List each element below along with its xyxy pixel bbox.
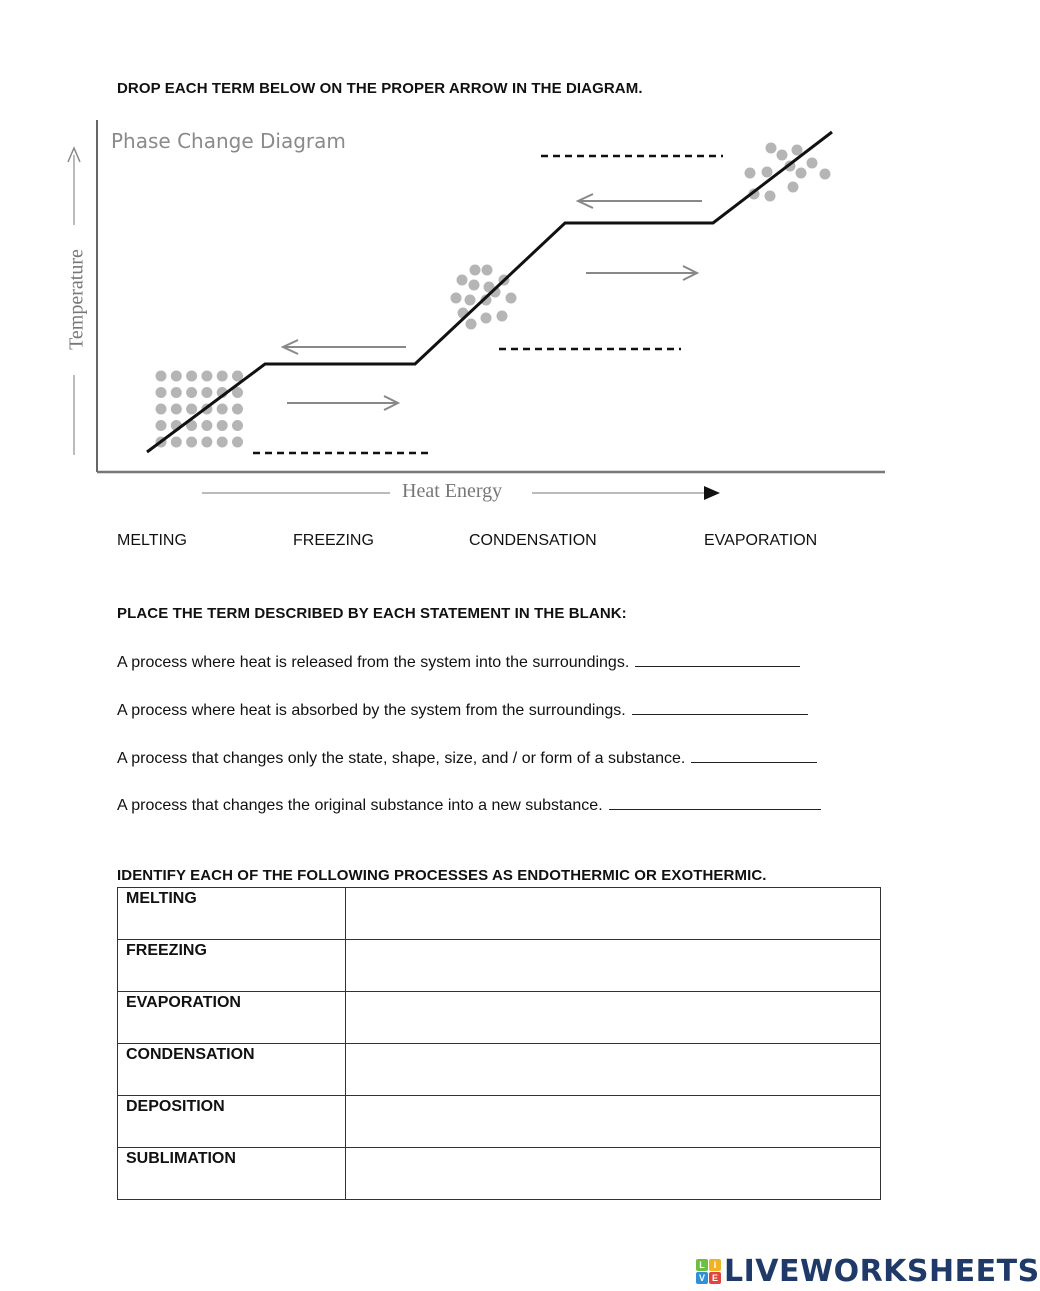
logo-tile: L [696,1259,708,1271]
process-label: DEPOSITION [118,1096,346,1148]
answer-blank[interactable] [609,795,821,810]
solid-particle [232,437,243,448]
solid-particle [217,437,228,448]
process-label: FREEZING [118,940,346,992]
section3-heading: IDENTIFY EACH OF THE FOLLOWING PROCESSES AS ENDOTHERMIC OR EXOTHERMIC. [117,867,767,884]
answer-blank[interactable] [691,748,817,763]
solid-particle [186,387,197,398]
logo-tiles-icon [696,1259,721,1284]
process-label: SUBLIMATION [118,1148,346,1200]
table-row [118,1044,881,1096]
statement-row [117,652,800,672]
solid-particle [217,371,228,382]
arrow-left-upper [578,194,702,208]
y-axis-label: Temperature [65,249,88,350]
statement-text: A process that changes the original substance into a new substance. [117,797,603,814]
logo-tile: I [709,1259,721,1271]
solid-particle [186,404,197,415]
logo-text: LIVEWORKSHEETS [724,1254,1040,1289]
solid-particle [186,371,197,382]
arrow-left-lower [283,340,406,354]
diagram-title: Phase Change Diagram [111,129,346,153]
statement-row [117,795,821,815]
solid-particle [232,404,243,415]
statement-text: A process that changes only the state, shape, size, and / or form of a substance. [117,750,686,767]
solid-particle [201,437,212,448]
solid-particle [217,404,228,415]
term-condensation[interactable]: CONDENSATION [469,532,597,549]
logo-tile: E [709,1272,721,1284]
statement-text: A process where heat is released from the system into the surroundings. [117,654,630,671]
table-row [118,888,881,940]
table-row [118,992,881,1044]
term-freezing[interactable]: FREEZING [293,532,374,549]
heating-curve [147,132,832,452]
process-label: CONDENSATION [118,1044,346,1096]
heat-arrowhead-icon [704,486,720,500]
answer-cell[interactable] [346,888,881,940]
section1-heading: DROP EACH TERM BELOW ON THE PROPER ARROW IN THE DIAGRAM. [117,80,643,97]
statement-text: A process where heat is absorbed by the system from the surroundings. [117,702,626,719]
statement-row [117,748,817,768]
liveworksheets-logo [696,1254,1040,1289]
section2-heading: PLACE THE TERM DESCRIBED BY EACH STATEMENT IN THE BLANK: [117,605,627,622]
x-axis-label: Heat Energy [402,480,503,502]
arrow-right-upper [586,266,697,280]
solid-particle [217,420,228,431]
arrow-right-lower [287,396,398,410]
process-table [117,887,881,1200]
process-label: EVAPORATION [118,992,346,1044]
solid-particle [171,404,182,415]
solid-particle [156,387,167,398]
gas-particles [745,143,831,202]
table-row [118,940,881,992]
solid-particle [156,371,167,382]
solid-particle [156,404,167,415]
table-row [118,1096,881,1148]
solid-particle [201,387,212,398]
answer-cell[interactable] [346,992,881,1044]
term-evaporation[interactable]: EVAPORATION [704,532,818,549]
statement-row [117,700,808,720]
answer-cell[interactable] [346,1148,881,1200]
phase-change-diagram [0,0,1000,520]
term-melting[interactable]: MELTING [117,532,187,549]
answer-cell[interactable] [346,1096,881,1148]
answer-blank[interactable] [632,700,808,715]
logo-tile: V [696,1272,708,1284]
solid-particle [171,371,182,382]
answer-cell[interactable] [346,1044,881,1096]
table-row [118,1148,881,1200]
answer-cell[interactable] [346,940,881,992]
process-label: MELTING [118,888,346,940]
solid-particle [232,420,243,431]
answer-blank[interactable] [635,652,800,667]
solid-particle [186,437,197,448]
solid-particle [201,420,212,431]
solid-particle [201,371,212,382]
solid-particle [171,437,182,448]
solid-particle [171,387,182,398]
solid-particle [156,420,167,431]
